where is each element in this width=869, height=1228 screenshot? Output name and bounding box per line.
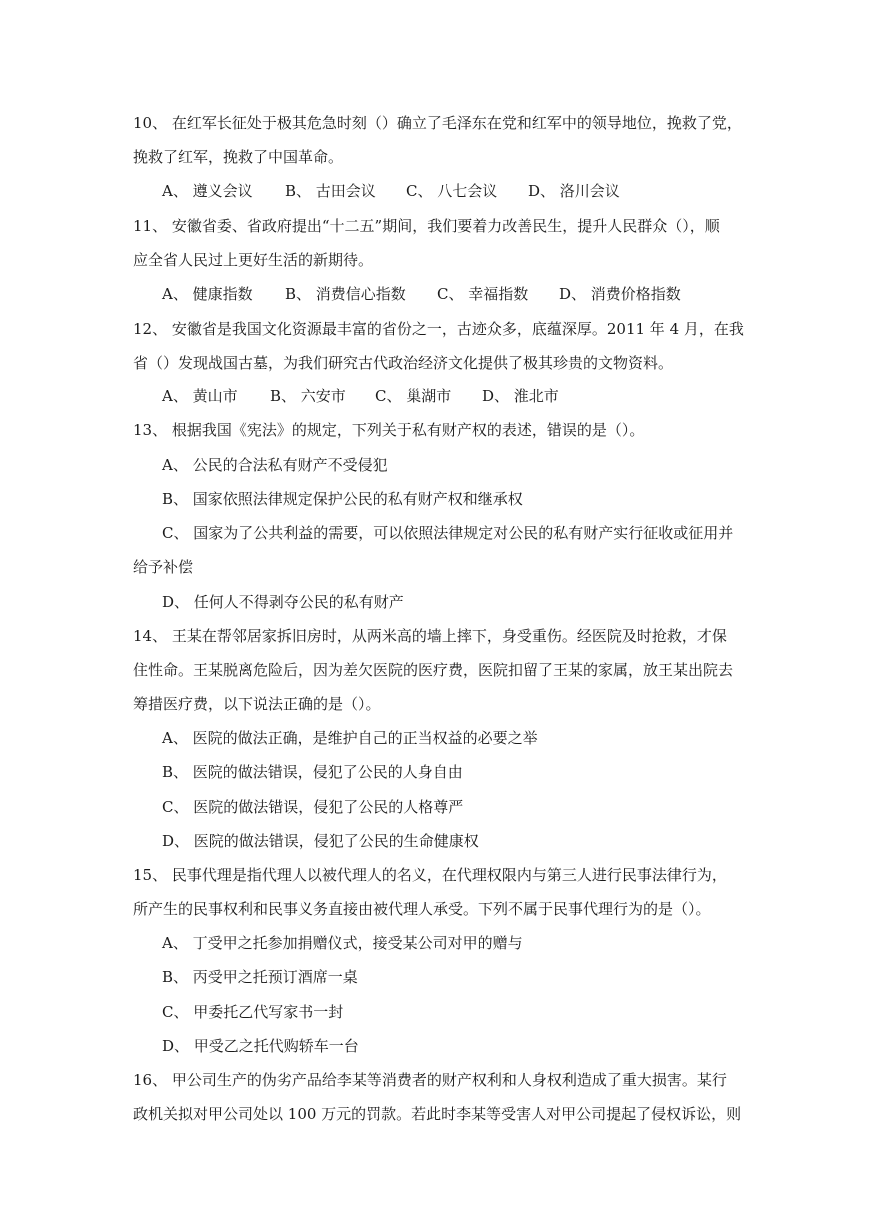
option-c: C、 幸福指数 — [437, 285, 529, 303]
option-b: B、 消费信心指数 — [285, 285, 406, 303]
question-16-line-2: 政机关拟对甲公司处以 100 万元的罚款。若此时李某等受害人对甲公司提起了侵权诉讼，则 — [133, 1105, 742, 1123]
question-13-option-c-cont: 给予补偿 — [133, 558, 194, 576]
question-11-line-2: 应全省人民过上更好生活的新期待。 — [133, 251, 374, 269]
question-14-line-2: 住性命。王某脱离危险后，因为差欠医院的医疗费，医院扣留了王某的家属，放王某出院去 — [133, 661, 734, 679]
option-a: A、 遵义会议 — [162, 182, 253, 200]
question-15-line-1: 15、 民事代理是指代理人以被代理人的名义，在代理权限内与第三人进行民事法律行为， — [133, 866, 727, 884]
question-13-option-b: B、 国家依照法律规定保护公民的私有财产权和继承权 — [162, 490, 523, 508]
question-14-option-a: A、 医院的做法正确，是维护自己的正当权益的必要之举 — [162, 729, 538, 747]
option-a: A、 健康指数 — [162, 285, 253, 303]
question-15-option-b: B、 丙受甲之托预订酒席一桌 — [162, 968, 358, 986]
question-14-option-d: D、 医院的做法错误，侵犯了公民的生命健康权 — [162, 832, 479, 850]
question-12-line-1: 12、 安徽省是我国文化资源最丰富的省份之一，古迹众多，底蕴深厚。2011 年 4 月，在我 — [133, 320, 744, 338]
option-b: B、 六安市 — [270, 387, 346, 405]
question-14-option-c: C、 医院的做法错误，侵犯了公民的人格尊严 — [162, 798, 464, 816]
question-10-line-1: 10、 在红军长征处于极其危急时刻（）确立了毛泽东在党和红军中的领导地位，挽救了党， — [133, 114, 742, 132]
question-13-option-c: C、 国家为了公共利益的需要，可以依照法律规定对公民的私有财产实行征收或征用并 — [162, 524, 734, 542]
option-d: D、 洛川会议 — [528, 182, 620, 200]
question-14-option-b: B、 医院的做法错误，侵犯了公民的人身自由 — [162, 763, 463, 781]
option-d: D、 消费价格指数 — [559, 285, 681, 303]
question-15-option-d: D、 甲受乙之托代购轿车一台 — [162, 1037, 359, 1055]
question-15-line-2: 所产生的民事权利和民事义务直接由被代理人承受。下列不属于民事代理行为的是（）。 — [133, 900, 711, 918]
question-13-option-a: A、 公民的合法私有财产不受侵犯 — [162, 456, 388, 474]
question-12-line-2: 省（）发现战国古墓，为我们研究古代政治经济文化提供了极其珍贵的文物资料。 — [133, 354, 674, 372]
option-a: A、 黄山市 — [162, 387, 238, 405]
question-15-option-a: A、 丁受甲之托参加捐赠仪式，接受某公司对甲的赠与 — [162, 934, 523, 952]
option-b: B、 古田会议 — [285, 182, 376, 200]
question-10-line-2: 挽救了红军，挽救了中国革命。 — [133, 148, 344, 166]
question-14-line-1: 14、 王某在帮邻居家拆旧房时，从两米高的墙上摔下，身受重伤。经医院及时抢救，才保 — [133, 627, 727, 645]
question-11-line-1: 11、 安徽省委、省政府提出“十二五”期间，我们要着力改善民生，提升人民群众（），顺 — [133, 217, 720, 235]
question-16-line-1: 16、 甲公司生产的伪劣产品给李某等消费者的财产权利和人身权利造成了重大损害。某行 — [133, 1071, 727, 1089]
option-d: D、 淮北市 — [482, 387, 559, 405]
question-14-line-3: 筹措医疗费，以下说法正确的是（）。 — [133, 695, 381, 713]
question-13-option-d: D、 任何人不得剥夺公民的私有财产 — [162, 593, 404, 611]
question-15-option-c: C、 甲委托乙代写家书一封 — [162, 1003, 344, 1021]
option-c: C、 八七会议 — [406, 182, 498, 200]
option-c: C、 巢湖市 — [375, 387, 452, 405]
question-13-line-1: 13、 根据我国《宪法》的规定，下列关于私有财产权的表述，错误的是（）。 — [133, 421, 645, 439]
